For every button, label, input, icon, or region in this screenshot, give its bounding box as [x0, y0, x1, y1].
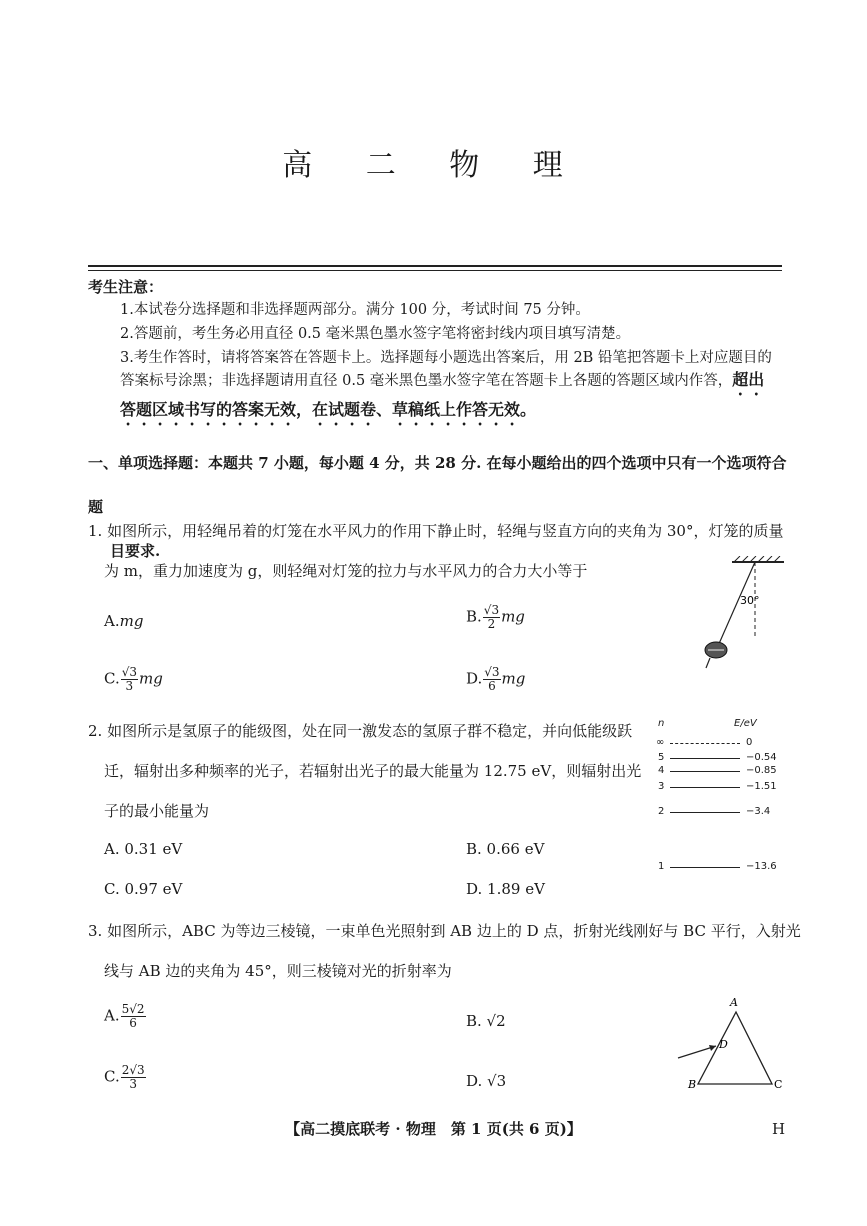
level-n: ∞	[656, 737, 665, 748]
q3-option-b: B. √2	[466, 1012, 506, 1030]
q1-option-d: D. $\frac{√3}{6}$ mg	[466, 665, 526, 693]
level-line	[670, 758, 740, 759]
level-n: 5	[658, 752, 665, 763]
level-e: −0.85	[746, 765, 777, 776]
level-n: 2	[658, 806, 665, 817]
level-e: 0	[746, 737, 753, 748]
level-e: −3.4	[746, 806, 771, 817]
point-d-label: D	[719, 1038, 728, 1051]
vertex-c-label: C	[774, 1078, 783, 1091]
notice-item-1: 1.本试卷分选择题和非选择题两部分。满分 100 分，考试时间 75 分钟。	[120, 302, 590, 318]
q1-option-a: A.mg	[104, 612, 144, 630]
vertex-a-label: A	[730, 996, 738, 1009]
q3-option-c: C. $\frac{2√3}{3}$	[104, 1063, 145, 1091]
level-e: −0.54	[746, 752, 777, 763]
section-1-heading	[88, 441, 788, 573]
q1-option-b: B. $\frac{√3}{2}$ mg	[466, 603, 525, 631]
level-e: −1.51	[746, 781, 777, 792]
energy-level-diagram	[652, 718, 782, 878]
angle-label: 30°	[740, 594, 760, 607]
q2-line3: 子的最小能量为	[104, 802, 210, 820]
lantern-figure	[690, 556, 790, 676]
notice-emphasis: 超出答题区域书写的答案无效，在试题卷、草稿纸上作答无效。	[120, 370, 765, 419]
level-e: −13.6	[746, 861, 777, 872]
level-n: 3	[658, 781, 665, 792]
q2-option-b: B. 0.66 eV	[466, 840, 545, 858]
level-n: 1	[658, 861, 665, 872]
q2-option-a: A. 0.31 eV	[104, 840, 183, 858]
vertex-b-label: B	[688, 1078, 697, 1091]
prism-figure	[670, 996, 786, 1094]
page-title: 高 二 物 理	[282, 148, 585, 183]
q1-line2: 为 m，重力加速度为 g，则轻绳对灯笼的拉力与水平风力的合力大小等于	[104, 562, 588, 580]
level-line	[670, 812, 740, 813]
q1-line1: 1. 如图所示，用轻绳吊着的灯笼在水平风力的作用下静止时，轻绳与竖直方向的夹角为 30°，灯笼的质量	[88, 522, 784, 540]
section-1-line2: 目要求.	[110, 542, 161, 560]
notice-item-2: 2.答题前，考生务必用直径 0.5 毫米黑色墨水签字笔将密封线内项目填写清楚。	[120, 326, 631, 342]
level-line	[670, 787, 740, 788]
q2-option-c: C. 0.97 eV	[104, 880, 183, 898]
q2-option-d: D. 1.89 eV	[466, 880, 545, 898]
q3-line2: 线与 AB 边的夹角为 45°，则三棱镜对光的折射率为	[104, 962, 452, 980]
header-rule	[88, 265, 782, 267]
q2-line2: 迁，辐射出多种频率的光子，若辐射出光子的最大能量为 12.75 eV，则辐射出光	[104, 762, 642, 780]
page-footer: 【高二摸底联考 · 物理 第 1 页(共 6 页)】	[285, 1120, 582, 1138]
energy-axis-label: E/eV	[734, 718, 757, 729]
level-line	[670, 867, 740, 868]
notice-item-3-text: 3.考生作答时，请将答案答在答题卡上。选择题每小题选出答案后，用 2B 铅笔把答题卡上对应题目的答案标号涂黑；非选择题请用直径 0.5 毫米黑色墨水签字笔在答题卡上各题的答题区域内作答，	[120, 350, 772, 389]
q1-option-c: C. $\frac{√3}{3}$ mg	[104, 665, 163, 693]
section-1-line1: 一、单项选择题：本题共 7 小题，每小题 4 分，共 28 分. 在每小题给出的四个选项中只有一个选项符合题	[88, 454, 787, 516]
header-rule-thin	[88, 270, 782, 271]
n-axis-label: n	[658, 718, 665, 729]
q3-line1: 3. 如图所示，ABC 为等边三棱镜，一束单色光照射到 AB 边上的 D 点，折射光线刚好与 BC 平行，入射光	[88, 922, 801, 940]
q2-line1: 2. 如图所示是氢原子的能级图，处在同一激发态的氢原子群不稳定，并向低能级跃	[88, 722, 633, 740]
corner-mark: H	[772, 1120, 786, 1138]
level-line	[670, 743, 740, 744]
level-line	[670, 771, 740, 772]
level-n: 4	[658, 765, 665, 776]
notice-heading: 考生注意：	[88, 278, 164, 296]
q3-option-a: A. $\frac{5√2}{6}$	[104, 1002, 145, 1030]
q3-option-d: D. √3	[466, 1072, 507, 1090]
notice-item-3	[120, 347, 780, 429]
